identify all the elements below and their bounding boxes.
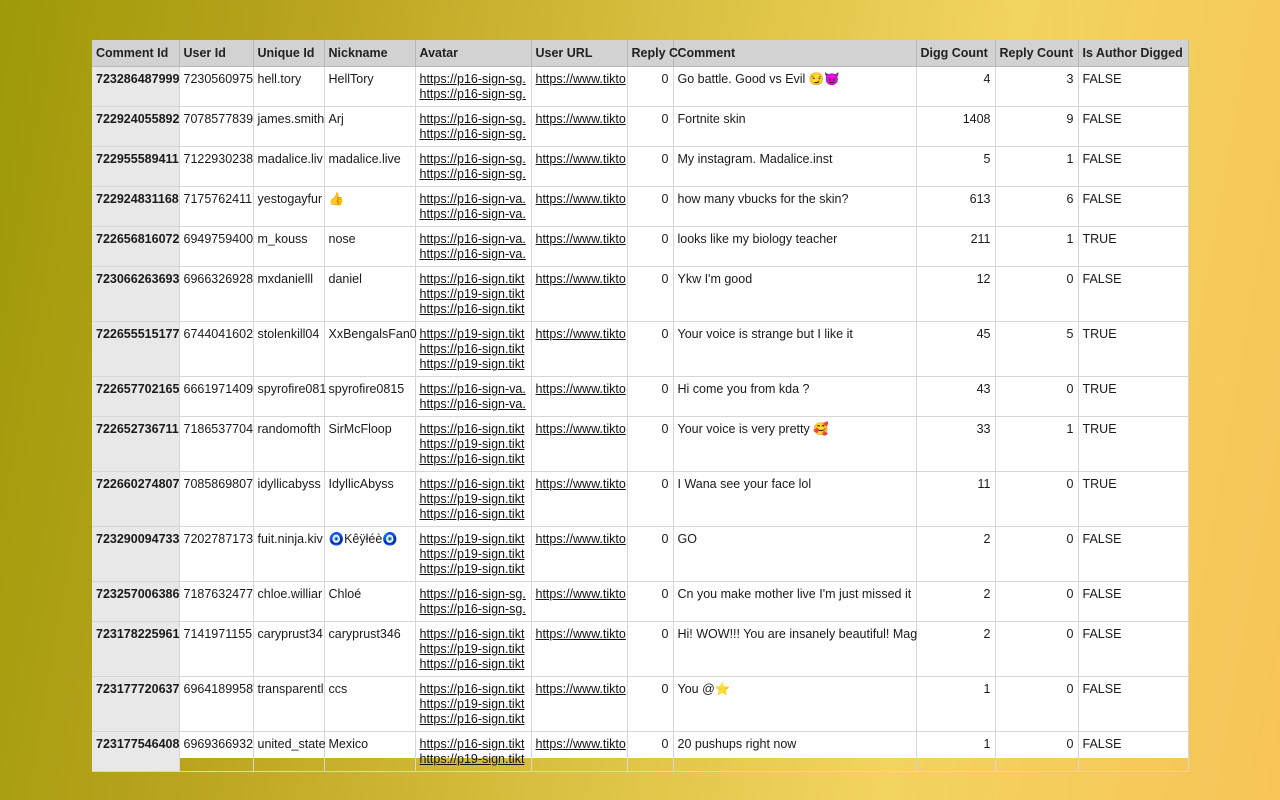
cell-unique-id[interactable]: caryprust34 <box>253 622 324 677</box>
cell-digg-count[interactable]: 1 <box>916 677 995 732</box>
cell-nickname[interactable]: 👍 <box>324 187 415 227</box>
cell-user-id[interactable]: 7078577839 <box>179 107 253 147</box>
avatar-link[interactable]: https://p19-sign.tikt <box>419 752 525 766</box>
avatar-link[interactable]: https://p16-sign.tikt <box>419 477 525 491</box>
header-user-url[interactable]: User URL <box>531 40 627 67</box>
user-url-link[interactable]: https://www.tikto <box>535 327 626 341</box>
spreadsheet <box>92 40 1188 766</box>
cell-is-author-digged[interactable]: TRUE <box>1078 417 1188 472</box>
cell-nickname[interactable]: Arj <box>324 107 415 147</box>
cell-digg-count[interactable]: 2 <box>916 622 995 677</box>
cell-comment[interactable]: Your voice is very pretty 🥰 <box>673 417 916 472</box>
comments-table <box>92 40 1189 772</box>
cell-reply-c[interactable]: 0 <box>627 582 673 622</box>
cell-comment-id[interactable]: 722955589411 <box>92 147 179 187</box>
cell-user-id[interactable]: 6661971409 <box>179 377 253 417</box>
cell-unique-id[interactable]: hell.tory <box>253 67 324 107</box>
cell-user-id[interactable]: 6744041602 <box>179 322 253 377</box>
cell-unique-id[interactable]: stolenkill04 <box>253 322 324 377</box>
avatar-link[interactable]: https://p16-sign-sg. <box>419 152 526 166</box>
cell-avatar[interactable] <box>415 322 531 377</box>
cell-reply-c[interactable]: 0 <box>627 417 673 472</box>
cell-reply-count[interactable]: 0 <box>995 377 1078 417</box>
cell-reply-c[interactable]: 0 <box>627 472 673 527</box>
cell-user-url[interactable] <box>531 147 627 187</box>
cell-user-id[interactable]: 6949759400 <box>179 227 253 267</box>
cell-comment-id[interactable]: 723177546408 <box>92 732 179 772</box>
cell-comment[interactable]: I Wana see your face lol <box>673 472 916 527</box>
cell-user-url[interactable] <box>531 267 627 322</box>
cell-user-id[interactable]: 7187632477 <box>179 582 253 622</box>
cell-user-url[interactable] <box>531 732 627 772</box>
cell-user-url[interactable] <box>531 527 627 582</box>
cell-comment-id[interactable]: 722652736711 <box>92 417 179 472</box>
cell-avatar[interactable] <box>415 582 531 622</box>
cell-comment[interactable]: Your voice is strange but I like it <box>673 322 916 377</box>
cell-comment[interactable]: You @⭐ <box>673 677 916 732</box>
table-row[interactable] <box>92 527 1188 582</box>
user-url-link[interactable]: https://www.tikto <box>535 627 626 641</box>
cell-nickname[interactable]: Mexico <box>324 732 415 772</box>
header-comment-id[interactable]: Comment Id <box>92 40 179 67</box>
avatar-link[interactable]: https://p16-sign-va. <box>419 232 526 246</box>
cell-is-author-digged[interactable]: FALSE <box>1078 677 1188 732</box>
cell-comment-id[interactable]: 723286487999 <box>92 67 179 107</box>
user-url-link[interactable]: https://www.tikto <box>535 192 626 206</box>
cell-reply-c[interactable]: 0 <box>627 67 673 107</box>
avatar-link[interactable]: https://p16-sign-va. <box>419 397 526 411</box>
cell-avatar[interactable] <box>415 622 531 677</box>
cell-unique-id[interactable]: randomofth <box>253 417 324 472</box>
cell-reply-c[interactable]: 0 <box>627 622 673 677</box>
header-comment[interactable]: Comment <box>673 40 916 67</box>
user-url-link[interactable]: https://www.tikto <box>535 737 626 751</box>
cell-comment[interactable]: Fortnite skin <box>673 107 916 147</box>
header-unique-id[interactable]: Unique Id <box>253 40 324 67</box>
cell-nickname[interactable]: spyrofire0815 <box>324 377 415 417</box>
avatar-link[interactable]: https://p19-sign.tikt <box>419 357 525 371</box>
cell-reply-count[interactable]: 0 <box>995 622 1078 677</box>
user-url-link[interactable]: https://www.tikto <box>535 152 626 166</box>
cell-is-author-digged[interactable]: TRUE <box>1078 227 1188 267</box>
cell-user-id[interactable]: 7202787173 <box>179 527 253 582</box>
table-row[interactable] <box>92 147 1188 187</box>
table-row[interactable] <box>92 67 1188 107</box>
cell-unique-id[interactable]: fuit.ninja.kiv <box>253 527 324 582</box>
cell-unique-id[interactable]: transparentl <box>253 677 324 732</box>
avatar-link[interactable]: https://p16-sign.tikt <box>419 342 525 356</box>
cell-nickname[interactable]: nose <box>324 227 415 267</box>
cell-avatar[interactable] <box>415 227 531 267</box>
cell-reply-count[interactable]: 0 <box>995 677 1078 732</box>
user-url-link[interactable]: https://www.tikto <box>535 587 626 601</box>
avatar-link[interactable]: https://p19-sign.tikt <box>419 437 525 451</box>
avatar-link[interactable]: https://p16-sign-sg. <box>419 602 526 616</box>
cell-user-url[interactable] <box>531 322 627 377</box>
header-nickname[interactable]: Nickname <box>324 40 415 67</box>
cell-is-author-digged[interactable]: FALSE <box>1078 187 1188 227</box>
avatar-link[interactable]: https://p19-sign.tikt <box>419 327 525 341</box>
table-row[interactable] <box>92 377 1188 417</box>
table-row[interactable] <box>92 107 1188 147</box>
cell-comment[interactable]: Hi come you from kda ? <box>673 377 916 417</box>
avatar-link[interactable]: https://p16-sign-va. <box>419 247 526 261</box>
cell-unique-id[interactable]: spyrofire081 <box>253 377 324 417</box>
avatar-link[interactable]: https://p16-sign-sg. <box>419 127 526 141</box>
avatar-link[interactable]: https://p19-sign.tikt <box>419 697 525 711</box>
cell-avatar[interactable] <box>415 377 531 417</box>
cell-user-url[interactable] <box>531 582 627 622</box>
cell-nickname[interactable]: madalice.live <box>324 147 415 187</box>
cell-digg-count[interactable]: 4 <box>916 67 995 107</box>
cell-reply-c[interactable]: 0 <box>627 147 673 187</box>
cell-user-id[interactable]: 7175762411 <box>179 187 253 227</box>
cell-digg-count[interactable]: 211 <box>916 227 995 267</box>
cell-comment[interactable]: Go battle. Good vs Evil 😏😈 <box>673 67 916 107</box>
cell-nickname[interactable]: caryprust346 <box>324 622 415 677</box>
cell-comment[interactable]: Hi! WOW!!! You are insanely beautiful! Mag <box>673 622 916 677</box>
cell-comment[interactable]: GO <box>673 527 916 582</box>
user-url-link[interactable]: https://www.tikto <box>535 682 626 696</box>
table-row[interactable] <box>92 677 1188 732</box>
table-row[interactable] <box>92 622 1188 677</box>
cell-nickname[interactable]: SirMcFloop <box>324 417 415 472</box>
cell-comment[interactable]: Ykw I'm good <box>673 267 916 322</box>
cell-avatar[interactable] <box>415 67 531 107</box>
avatar-link[interactable]: https://p16-sign.tikt <box>419 712 525 726</box>
cell-user-url[interactable] <box>531 677 627 732</box>
avatar-link[interactable]: https://p16-sign.tikt <box>419 452 525 466</box>
cell-comment-id[interactable]: 722924831168 <box>92 187 179 227</box>
avatar-link[interactable]: https://p16-sign-va. <box>419 382 526 396</box>
cell-user-url[interactable] <box>531 227 627 267</box>
table-row[interactable] <box>92 267 1188 322</box>
avatar-link[interactable]: https://p16-sign-va. <box>419 192 526 206</box>
cell-comment-id[interactable]: 722924055892 <box>92 107 179 147</box>
user-url-link[interactable]: https://www.tikto <box>535 422 626 436</box>
cell-reply-c[interactable]: 0 <box>627 677 673 732</box>
cell-comment-id[interactable]: 723066263693 <box>92 267 179 322</box>
cell-nickname[interactable]: HellTory <box>324 67 415 107</box>
cell-user-url[interactable] <box>531 622 627 677</box>
cell-reply-c[interactable]: 0 <box>627 187 673 227</box>
cell-avatar[interactable] <box>415 732 531 772</box>
avatar-link[interactable]: https://p16-sign-sg. <box>419 587 526 601</box>
cell-user-id[interactable]: 7230560975 <box>179 67 253 107</box>
cell-unique-id[interactable]: united_state <box>253 732 324 772</box>
cell-reply-c[interactable]: 0 <box>627 267 673 322</box>
cell-reply-count[interactable]: 0 <box>995 527 1078 582</box>
cell-user-id[interactable]: 6964189958 <box>179 677 253 732</box>
cell-user-url[interactable] <box>531 67 627 107</box>
cell-digg-count[interactable]: 43 <box>916 377 995 417</box>
user-url-link[interactable]: https://www.tikto <box>535 112 626 126</box>
cell-comment-id[interactable]: 722660274807 <box>92 472 179 527</box>
cell-reply-count[interactable]: 0 <box>995 472 1078 527</box>
cell-digg-count[interactable]: 12 <box>916 267 995 322</box>
cell-is-author-digged[interactable]: TRUE <box>1078 322 1188 377</box>
cell-user-id[interactable]: 7085869807 <box>179 472 253 527</box>
cell-nickname[interactable]: IdyllicAbyss <box>324 472 415 527</box>
cell-user-id[interactable]: 7141971155 <box>179 622 253 677</box>
user-url-link[interactable]: https://www.tikto <box>535 232 626 246</box>
table-row[interactable] <box>92 187 1188 227</box>
cell-comment[interactable]: how many vbucks for the skin? <box>673 187 916 227</box>
avatar-link[interactable]: https://p19-sign.tikt <box>419 642 525 656</box>
cell-nickname[interactable]: ccs <box>324 677 415 732</box>
cell-unique-id[interactable]: yestogayfur <box>253 187 324 227</box>
cell-reply-count[interactable]: 1 <box>995 147 1078 187</box>
avatar-link[interactable]: https://p19-sign.tikt <box>419 532 525 546</box>
cell-digg-count[interactable]: 1 <box>916 732 995 772</box>
table-row[interactable] <box>92 227 1188 267</box>
cell-reply-count[interactable]: 3 <box>995 67 1078 107</box>
header-row <box>92 40 1188 67</box>
cell-unique-id[interactable]: james.smith <box>253 107 324 147</box>
avatar-link[interactable]: https://p16-sign-sg. <box>419 87 526 101</box>
cell-is-author-digged[interactable]: FALSE <box>1078 732 1188 772</box>
cell-is-author-digged[interactable]: TRUE <box>1078 472 1188 527</box>
cell-comment[interactable]: My instagram. Madalice.inst <box>673 147 916 187</box>
avatar-link[interactable]: https://p16-sign-va. <box>419 207 526 221</box>
cell-comment-id[interactable]: 723290094733 <box>92 527 179 582</box>
avatar-link[interactable]: https://p19-sign.tikt <box>419 547 525 561</box>
avatar-link[interactable]: https://p16-sign.tikt <box>419 657 525 671</box>
cell-unique-id[interactable]: idyllicabyss <box>253 472 324 527</box>
cell-nickname[interactable]: daniel <box>324 267 415 322</box>
cell-avatar[interactable] <box>415 527 531 582</box>
cell-reply-c[interactable]: 0 <box>627 107 673 147</box>
cell-avatar[interactable] <box>415 147 531 187</box>
cell-user-url[interactable] <box>531 472 627 527</box>
cell-reply-count[interactable]: 5 <box>995 322 1078 377</box>
cell-digg-count[interactable]: 5 <box>916 147 995 187</box>
avatar-link[interactable]: https://p16-sign-sg. <box>419 167 526 181</box>
cell-user-id[interactable]: 6969366932 <box>179 732 253 772</box>
table-row[interactable] <box>92 472 1188 527</box>
avatar-link[interactable]: https://p16-sign.tikt <box>419 272 525 286</box>
cell-reply-count[interactable]: 0 <box>995 267 1078 322</box>
cell-digg-count[interactable]: 613 <box>916 187 995 227</box>
cell-digg-count[interactable]: 1408 <box>916 107 995 147</box>
cell-reply-c[interactable]: 0 <box>627 377 673 417</box>
user-url-link[interactable]: https://www.tikto <box>535 272 626 286</box>
header-avatar[interactable]: Avatar <box>415 40 531 67</box>
avatar-link[interactable]: https://p19-sign.tikt <box>419 562 525 576</box>
user-url-link[interactable]: https://www.tikto <box>535 72 626 86</box>
cell-digg-count[interactable]: 2 <box>916 527 995 582</box>
cell-reply-count[interactable]: 1 <box>995 227 1078 267</box>
cell-digg-count[interactable]: 45 <box>916 322 995 377</box>
user-url-link[interactable]: https://www.tikto <box>535 477 626 491</box>
avatar-link[interactable]: https://p16-sign.tikt <box>419 627 525 641</box>
cell-avatar[interactable] <box>415 417 531 472</box>
cell-reply-count[interactable]: 0 <box>995 732 1078 772</box>
cell-avatar[interactable] <box>415 107 531 147</box>
cell-is-author-digged[interactable]: FALSE <box>1078 107 1188 147</box>
cell-comment-id[interactable]: 722656816072 <box>92 227 179 267</box>
cell-avatar[interactable] <box>415 267 531 322</box>
cell-unique-id[interactable]: chloe.williar <box>253 582 324 622</box>
cell-reply-c[interactable]: 0 <box>627 227 673 267</box>
cell-is-author-digged[interactable]: FALSE <box>1078 582 1188 622</box>
cell-avatar[interactable] <box>415 677 531 732</box>
user-url-link[interactable]: https://www.tikto <box>535 382 626 396</box>
cell-comment[interactable]: 20 pushups right now <box>673 732 916 772</box>
table-row[interactable] <box>92 582 1188 622</box>
avatar-link[interactable]: https://p16-sign.tikt <box>419 737 525 751</box>
cell-is-author-digged[interactable]: FALSE <box>1078 527 1188 582</box>
cell-avatar[interactable] <box>415 472 531 527</box>
cell-unique-id[interactable]: m_kouss <box>253 227 324 267</box>
cell-reply-count[interactable]: 0 <box>995 582 1078 622</box>
user-url-link[interactable]: https://www.tikto <box>535 532 626 546</box>
cell-user-url[interactable] <box>531 187 627 227</box>
avatar-link[interactable]: https://p16-sign.tikt <box>419 422 525 436</box>
cell-reply-count[interactable]: 1 <box>995 417 1078 472</box>
avatar-link[interactable]: https://p16-sign-sg. <box>419 112 526 126</box>
cell-reply-count[interactable]: 9 <box>995 107 1078 147</box>
header-reply-c[interactable]: Reply C <box>627 40 673 67</box>
cell-reply-count[interactable]: 6 <box>995 187 1078 227</box>
avatar-link[interactable]: https://p16-sign.tikt <box>419 507 525 521</box>
header-reply-count[interactable]: Reply Count <box>995 40 1078 67</box>
cell-comment[interactable]: looks like my biology teacher <box>673 227 916 267</box>
avatar-link[interactable]: https://p19-sign.tikt <box>419 492 525 506</box>
header-user-id[interactable]: User Id <box>179 40 253 67</box>
cell-comment-id[interactable]: 723177720637 <box>92 677 179 732</box>
cell-avatar[interactable] <box>415 187 531 227</box>
cell-is-author-digged[interactable]: FALSE <box>1078 267 1188 322</box>
table-row[interactable] <box>92 322 1188 377</box>
cell-reply-c[interactable]: 0 <box>627 322 673 377</box>
cell-user-url[interactable] <box>531 377 627 417</box>
cell-user-url[interactable] <box>531 107 627 147</box>
cell-is-author-digged[interactable]: FALSE <box>1078 147 1188 187</box>
cell-comment-id[interactable]: 723257006386 <box>92 582 179 622</box>
cell-nickname[interactable]: Chloé <box>324 582 415 622</box>
cell-comment-id[interactable]: 722655515177 <box>92 322 179 377</box>
avatar-link[interactable]: https://p16-sign.tikt <box>419 682 525 696</box>
cell-user-url[interactable] <box>531 417 627 472</box>
table-row[interactable] <box>92 732 1188 772</box>
cell-is-author-digged[interactable]: FALSE <box>1078 67 1188 107</box>
cell-user-id[interactable]: 6966326928 <box>179 267 253 322</box>
cell-digg-count[interactable]: 2 <box>916 582 995 622</box>
cell-comment-id[interactable]: 722657702165 <box>92 377 179 417</box>
cell-reply-c[interactable]: 0 <box>627 732 673 772</box>
cell-user-id[interactable]: 7122930238 <box>179 147 253 187</box>
cell-digg-count[interactable]: 33 <box>916 417 995 472</box>
avatar-link[interactable]: https://p19-sign.tikt <box>419 287 525 301</box>
cell-is-author-digged[interactable]: TRUE <box>1078 377 1188 417</box>
avatar-link[interactable]: https://p16-sign-sg. <box>419 72 526 86</box>
avatar-link[interactable]: https://p16-sign.tikt <box>419 302 525 316</box>
cell-digg-count[interactable]: 11 <box>916 472 995 527</box>
cell-comment-id[interactable]: 723178225961 <box>92 622 179 677</box>
table-row[interactable] <box>92 417 1188 472</box>
cell-user-id[interactable]: 7186537704 <box>179 417 253 472</box>
cell-is-author-digged[interactable]: FALSE <box>1078 622 1188 677</box>
cell-nickname[interactable]: 🧿Kêÿłéè🧿 <box>324 527 415 582</box>
cell-reply-c[interactable]: 0 <box>627 527 673 582</box>
cell-unique-id[interactable]: mxdanielll <box>253 267 324 322</box>
header-digg-count[interactable]: Digg Count <box>916 40 995 67</box>
cell-comment[interactable]: Cn you make mother live I'm just missed it <box>673 582 916 622</box>
cell-unique-id[interactable]: madalice.liv <box>253 147 324 187</box>
header-is-author-digged[interactable]: Is Author Digged <box>1078 40 1188 67</box>
cell-nickname[interactable]: XxBengalsFan0 <box>324 322 415 377</box>
